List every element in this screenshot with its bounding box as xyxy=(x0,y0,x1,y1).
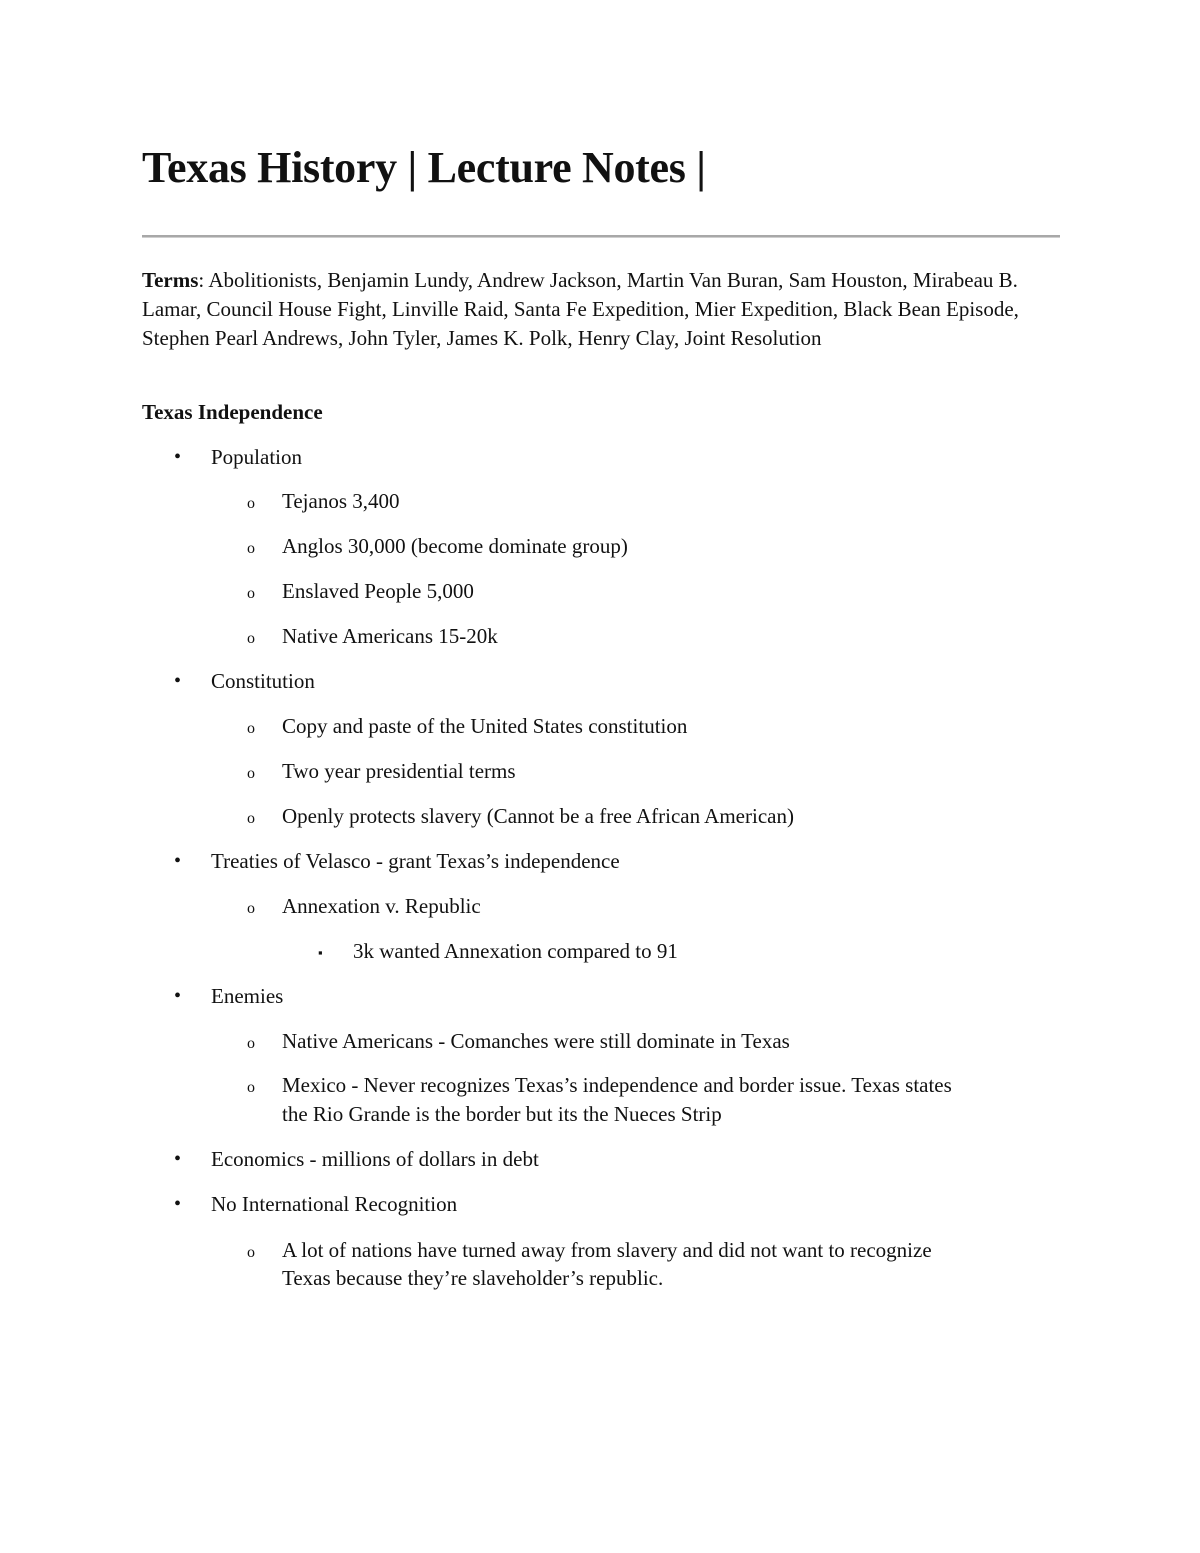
bullet-circle: o xyxy=(247,720,255,737)
list-item-text: Two year presidential terms xyxy=(282,759,516,783)
bullet-circle: o xyxy=(247,630,255,647)
list-item-text: Mexico - Never recognizes Texas’s independence and border issue. Texas states xyxy=(282,1073,952,1097)
document-title: Texas History | Lecture Notes | xyxy=(142,143,706,192)
list-item-text: Openly protects slavery (Cannot be a free African American) xyxy=(282,804,794,828)
bullet-circle: o xyxy=(247,810,255,827)
bullet-circle: o xyxy=(247,1079,255,1096)
bullet-disc: • xyxy=(174,1193,182,1215)
bullet-circle: o xyxy=(247,900,255,917)
bullet-disc: • xyxy=(174,1148,182,1170)
list-item-text: No International Recognition xyxy=(211,1192,458,1216)
bullet-circle: o xyxy=(247,1244,255,1261)
list-item-text: Population xyxy=(211,445,303,469)
list-item-text: 3k wanted Annexation compared to 91 xyxy=(353,939,678,963)
list-item-text: Tejanos 3,400 xyxy=(282,489,400,513)
terms-list: : Abolitionists, Benjamin Lundy, Andrew Jackson, Martin Van Buran, Sam Houston, Mirabeau B. Lamar, Council House Fight, Linville Raid, Santa Fe Expedition, Mier Expedition, Black Bean Episode, Stephen Pearl Andrews, John Tyler, James K. Polk, Henry Clay, Joint Resolution xyxy=(142,268,1019,350)
list-item-text: the Rio Grande is the border but its the Nueces Strip xyxy=(282,1102,722,1126)
list-item-text: Constitution xyxy=(211,669,315,693)
list-item-text: Annexation v. Republic xyxy=(282,894,481,918)
list-item-text: Enemies xyxy=(211,984,284,1008)
list-item-text: Anglos 30,000 (become dominate group) xyxy=(282,534,628,558)
bullet-disc: • xyxy=(174,670,182,692)
bullet-circle: o xyxy=(247,1035,255,1052)
list-item-text: Copy and paste of the United States constitution xyxy=(282,714,688,738)
list-item-text: Native Americans 15-20k xyxy=(282,624,498,648)
list-item-text: Enslaved People 5,000 xyxy=(282,579,474,603)
bullet-circle: o xyxy=(247,495,255,512)
title-divider xyxy=(142,235,1060,238)
terms-paragraph xyxy=(142,266,1060,353)
bullet-square: ▪ xyxy=(318,945,323,960)
bullet-disc: • xyxy=(174,985,182,1007)
bullet-disc: • xyxy=(174,446,182,468)
bullet-circle: o xyxy=(247,540,255,557)
bullet-circle: o xyxy=(247,585,255,602)
list-item-text: Texas because they’re slaveholder’s republic. xyxy=(282,1266,664,1290)
list-item-text: Treaties of Velasco - grant Texas’s independence xyxy=(211,849,620,873)
terms-label: Terms xyxy=(142,268,199,292)
bullet-circle: o xyxy=(247,765,255,782)
section-heading: Texas Independence xyxy=(142,400,323,424)
bullet-disc: • xyxy=(174,850,182,872)
list-item-text: A lot of nations have turned away from slavery and did not want to recognize xyxy=(282,1238,932,1262)
list-item-text: Native Americans - Comanches were still dominate in Texas xyxy=(282,1029,790,1053)
list-item-text: Economics - millions of dollars in debt xyxy=(211,1147,539,1171)
